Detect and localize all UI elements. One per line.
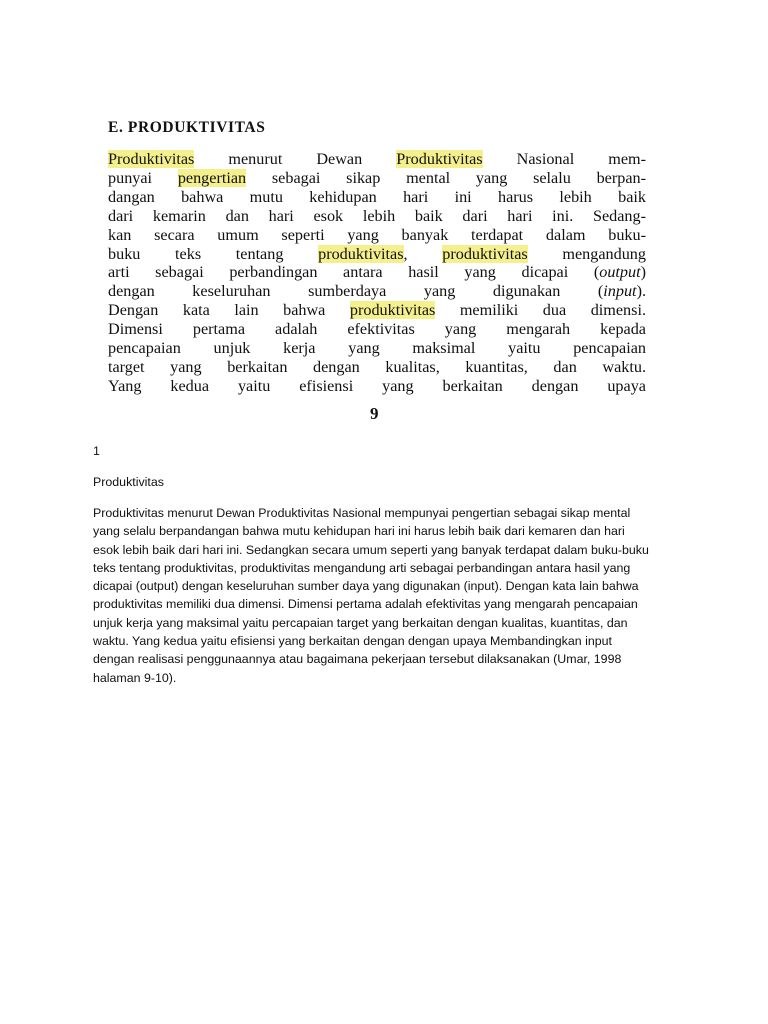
- transcript-paragraph: [93, 504, 683, 687]
- scanned-excerpt: [108, 118, 646, 396]
- scan-text: punyai: [108, 168, 178, 187]
- paragraph-line: teks tentang produktivitas, produktivitas mengandung arti sebagai perbandingan antara hasil yang: [93, 560, 631, 575]
- highlighted-word: produktivitas: [442, 244, 528, 263]
- scan-line: [108, 188, 646, 207]
- scan-text: target yang berkaitan dengan kualitas, kuantitas, dan waktu.: [108, 357, 646, 376]
- scan-line: [108, 263, 646, 282]
- scan-line: [108, 245, 646, 264]
- scan-text: buku teks tentang: [108, 244, 319, 263]
- scan-text: kan secara umum seperti yang banyak terdapat dalam buku-: [108, 225, 646, 244]
- paragraph-line: halaman 9-10).: [93, 670, 177, 685]
- scan-text: memiliki dua dimensi.: [435, 301, 646, 320]
- scan-text: sebagai sikap mental yang selalu berpan-: [246, 168, 646, 187]
- scan-line: [108, 207, 646, 226]
- paragraph-line: Produktivitas menurut Dewan Produktivitas Nasional mempunyai pengertian sebagai sikap mental: [93, 506, 631, 520]
- paragraph-line: unjuk kerja yang maksimal yaitu percapaian target yang berkaitan dengan kualitas, kuantitas, dan: [93, 615, 628, 630]
- scan-text: menurut Dewan: [194, 150, 397, 168]
- scan-text: ): [640, 263, 646, 282]
- scan-page-number: 9: [370, 404, 379, 423]
- scan-text: ).: [636, 282, 646, 301]
- scan-text: ,: [403, 244, 443, 263]
- scan-line: [108, 226, 646, 245]
- section-number: 1: [93, 444, 100, 458]
- highlighted-word: produktivitas: [318, 244, 404, 263]
- scan-line: [108, 339, 646, 358]
- paragraph-line: produktivitas memiliki dua dimensi. Dimensi pertama adalah efektivitas yang mengarah pencapaian: [93, 597, 638, 612]
- highlighted-word: Produktivitas: [396, 150, 483, 168]
- highlighted-word: produktivitas: [349, 301, 436, 320]
- highlighted-word: pengertian: [177, 168, 247, 187]
- scan-line: [108, 358, 646, 377]
- paragraph-line: dengan realisasi penggunaannya atau bagaimana pekerjaan tersebut dilaksanakan (Umar, 1998: [93, 652, 622, 667]
- scan-line: [108, 150, 646, 169]
- scan-text: Dengan kata lain bahwa: [108, 301, 350, 320]
- scan-body: [108, 150, 646, 396]
- paragraph-line: yang selalu berpandangan bahwa mutu kehidupan hari ini harus lebih baik dari kemaren dan hari: [93, 524, 625, 539]
- scan-text: Dimensi pertama adalah efektivitas yang mengarah kepada: [108, 320, 646, 339]
- paragraph-line: waktu. Yang kedua yaitu efisiensi yang berkaitan dengan dengan upaya Membandingkan input: [93, 634, 612, 649]
- scan-text: dengan keseluruhan sumberdaya yang digunakan (: [108, 282, 604, 301]
- italic-word: output: [599, 263, 641, 282]
- scan-line: [108, 282, 646, 301]
- italic-word: input: [603, 282, 637, 301]
- scan-text: dangan bahwa mutu kehidupan hari ini harus lebih baik: [108, 187, 646, 206]
- scan-text: mengandung: [527, 244, 646, 263]
- scan-text: dari kemarin dan hari esok lebih baik dari hari ini. Sedang-: [108, 206, 646, 225]
- highlighted-word: Produktivitas: [108, 150, 195, 168]
- scan-line: [108, 377, 646, 396]
- scan-line: [108, 169, 646, 188]
- scan-text: arti sebagai perbandingan antara hasil yang dicapai (: [108, 263, 600, 282]
- paragraph-line: dicapai (output) dengan keseluruhan sumber daya yang digunakan (input). Dengan kata lain bahwa: [93, 579, 639, 594]
- scan-text: Yang kedua yaitu efisiensi yang berkaitan dengan upaya: [108, 376, 646, 395]
- scan-heading: E. PRODUKTIVITAS: [108, 119, 266, 136]
- scan-text: pencapaian unjuk kerja yang maksimal yaitu pencapaian: [108, 339, 646, 358]
- scan-text: Nasional mem-: [482, 150, 646, 168]
- scan-line: [108, 320, 646, 339]
- scan-line: [108, 301, 646, 320]
- paragraph-line: esok lebih baik dari hari ini. Sedangkan secara umum seperti yang banyak terdapat dalam buku-buku: [93, 542, 649, 557]
- section-title: Produktivitas: [93, 475, 164, 489]
